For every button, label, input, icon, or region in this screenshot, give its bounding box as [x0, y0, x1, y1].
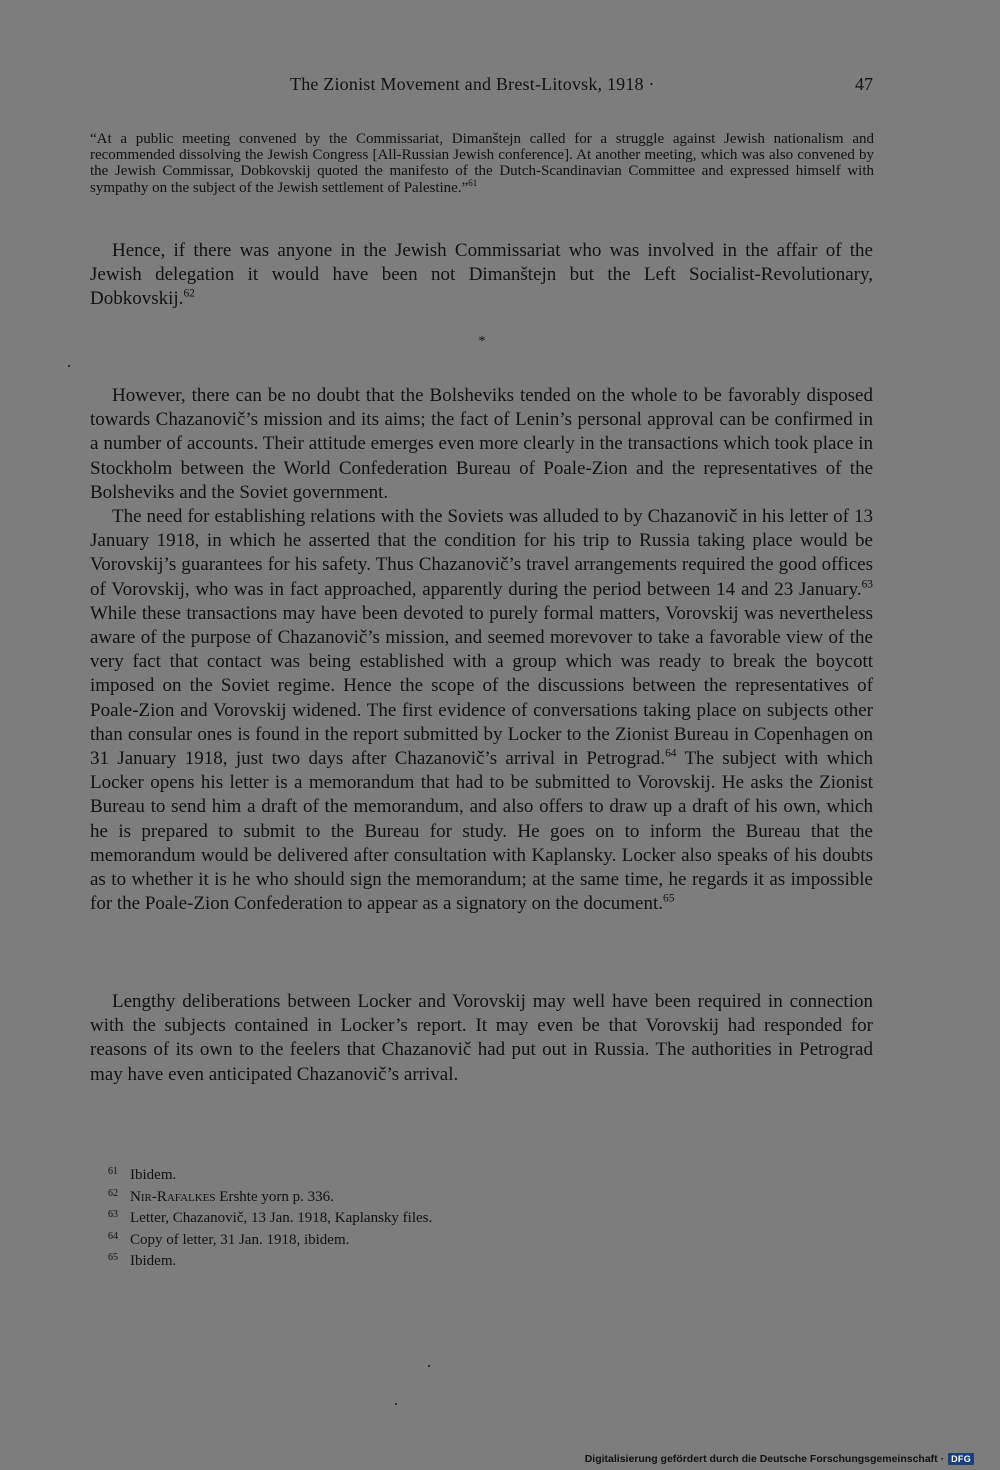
paragraph-deliberations — [90, 990, 873, 1087]
footnote-ref-65[interactable]: 65 — [663, 892, 675, 905]
running-header — [90, 74, 875, 98]
footnotes — [108, 1163, 608, 1271]
paragraph-relations — [90, 505, 873, 916]
footnote-64 — [108, 1228, 608, 1250]
footnote-number: 62 — [108, 1187, 118, 1199]
footnote-ref-63[interactable]: 63 — [861, 578, 873, 591]
scan-speck — [428, 1365, 430, 1367]
digitization-credit — [585, 1451, 974, 1467]
paragraph-text: While these transactions may have been devoted to purely formal matters, Vorovskij was nevertheless aware of the purpose of Chazanovič’s mission, and seemed morevover to take a favorable view of the very fact that contact was being established with a group which was ready to break the boycott imposed on the Soviet regime. Hence the scope of the discussions between the representatives of Poale-Zion and Vorovskij widened. The first evidence of conversations taking place on subjects other than consular ones is found in the report submitted by Locker to the Zionist Bureau in Copenhagen on 31 January 1918, just two days after Chazanovič’s arrival in Petrograd. — [90, 602, 873, 770]
footnote-number: 63 — [108, 1209, 118, 1221]
footnote-ref-62[interactable]: 62 — [183, 288, 195, 301]
paragraph-text: The subject with which Locker opens his letter is a memorandum that had to be submitted to Vorovskij. He asks the Zionist Bureau to send him a draft of the memorandum, and also offers to draw up a draft of his own, which he is prepared to submit to the Bureau for study. He goes on to inform the Bureau that the memorandum would be delivered after consultation with Kaplansky. Locker also speaks of his doubts as to whether it is he who should sign the memorandum; at the same time, he regards it as impossible for the Poale-Zion Confederation to appear as a signatory on the document. — [90, 748, 874, 915]
paragraph-text: Lengthy deliberations between Locker and Vorovskij may well have been required in connection with the subjects contained in Locker’s report. It may even be that Vorovskij had responded for reasons of its own to the feelers that Chazanovič had put out in Russia. The authorities in Petrograd may have even anticipated Chazanovič’s arrival. — [90, 991, 873, 1085]
footnote-65 — [108, 1249, 608, 1271]
scan-speck — [395, 1403, 397, 1405]
footnote-text: Ibidem. — [130, 1167, 177, 1183]
running-title: The Zionist Movement and Brest-Litovsk, 1918 · — [290, 74, 655, 94]
credit-text: Digitalisierung gefördert durch die Deutsche Forschungsgemeinschaft · — [584, 1453, 945, 1465]
footnote-ref-61[interactable]: 61 — [468, 177, 478, 188]
block-quote — [90, 131, 874, 196]
page-number: 47 — [855, 74, 873, 94]
footnote-author: Nir-Rafalkes — [130, 1188, 216, 1205]
paragraph-text: The need for establishing relations with the Soviets was alluded to by Chazanovič in his letter of 13 January 1918, in which he asserted that the condition for his trip to Russia taking place would be Vorovskij’s guarantees for his safety. Thus Chazanovič’s travel arrangements required the good offices of Vorovskij, who was in fact approached, apparently during the period between 14 and 23 January. — [90, 506, 873, 600]
footnote-number: 61 — [108, 1166, 118, 1177]
footnote-text: Ibidem. — [130, 1253, 177, 1270]
quote-text: “At a public meeting convened by the Commissariat, Dimanštejn called for a struggle against Jewish nationalism and recommended dissolving the Jewish Congress [All-Russian Jewish conference]. At another meeting, which was also convened by the Jewish Commissar, Dobkovskij quoted the manifesto of the Dutch-Scandinavian Committee and expressed himself with sympathy on the subject of the Jewish settlement of Palestine.” — [90, 131, 874, 196]
footnote-ref-64[interactable]: 64 — [665, 747, 677, 760]
paragraph-text: However, there can be no doubt that the Bolsheviks tended on the whole to be favorably disposed towards Chazanovič’s mission and its aims; the fact of Lenin’s personal approval can be confirmed in a number of accounts. Their attitude emerges even more clearly in the transactions which took place in Stockholm between the World Confederation Bureau of Poale-Zion and the representatives of the Bolsheviks and the Soviet government. — [90, 385, 873, 503]
footnote-63 — [108, 1206, 608, 1228]
footnote-61 — [108, 1163, 608, 1185]
paragraph-dobkovskij — [90, 239, 873, 312]
paragraph-bolsheviks — [90, 384, 873, 505]
paragraph-text: Hence, if there was anyone in the Jewish Commissariat who was involved in the affair of the Jewish delegation it would have been not Dimanštejn but the Left Socialist-Revolutionary, Dobkovskij. — [90, 240, 873, 310]
scan-speck — [68, 365, 70, 367]
section-separator: * — [478, 334, 486, 349]
footnote-number: 64 — [108, 1230, 118, 1242]
footnote-number: 65 — [108, 1252, 118, 1264]
footnote-text: Ershte yorn p. 336. — [215, 1188, 334, 1205]
footnote-62 — [108, 1185, 608, 1207]
footnote-text: Letter, Chazanovič, 13 Jan. 1918, Kaplansky files. — [130, 1210, 433, 1227]
dfg-logo: DFG — [948, 1453, 974, 1465]
footnote-text: Copy of letter, 31 Jan. 1918, ibidem. — [130, 1231, 350, 1248]
